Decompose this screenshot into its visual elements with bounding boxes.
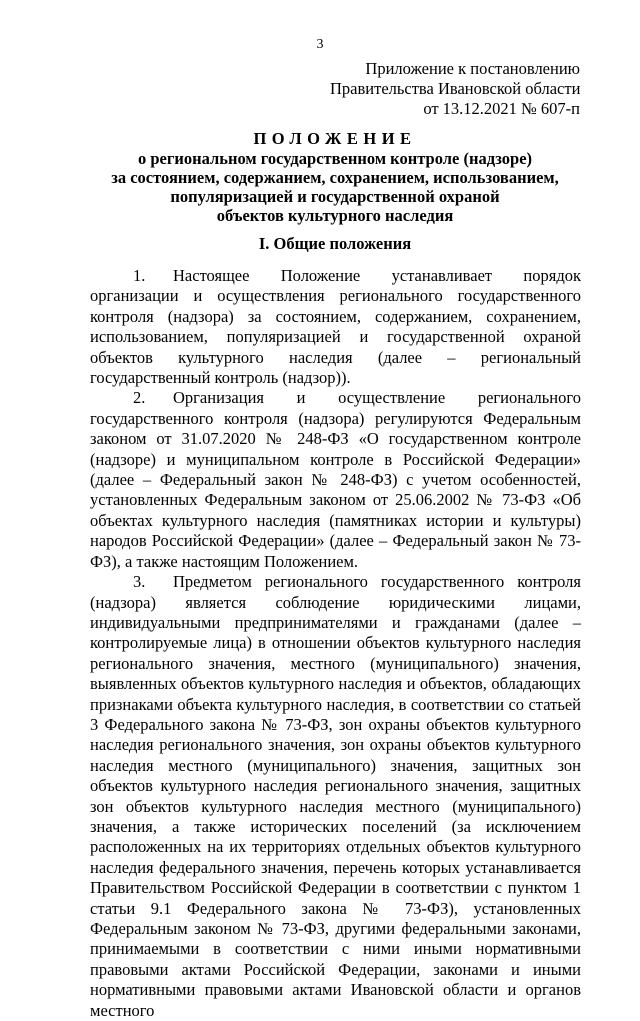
appendix-line: от 13.12.2021 № 607-п <box>423 99 580 118</box>
paragraph-text: Настоящее Положение устанавливает порядок организации и осуществления регионального государственного контроля (надзора) за состоянием, содержанием, сохранением, использованием, популяризацией и государственной охраной объектов культурного наследия (далее – региональный государственный контроль (надзор)). <box>90 266 581 388</box>
document-title: ПОЛОЖЕНИЕ <box>253 129 417 148</box>
paragraph-text: Организация и осуществление регионального государственного контроля (надзора) регулируются Федеральным законом от 31.07.2020 № 248-ФЗ «О государственном контроле (надзоре) и муниципальном контроле в Российской Федерации» (далее – Федеральный закон № 248-ФЗ) с учетом особенностей, установленных Федеральным законом от 25.06.2002 № 73-ФЗ «Об объектах культурного наследия (памятниках истории и культуры) народов Российской Федерации» (далее – Федеральный закон № 73-ФЗ), а также настоящим Положением. <box>90 388 581 571</box>
heading-line: объектов культурного наследия <box>216 206 454 225</box>
paragraph-text: Предметом регионального государственного контроля (надзора) является соблюдение юридическими лицами, индивидуальными предпринимателями и гражданами (далее – контролируемые лица) в отношении объектов культурного наследия регионального значения, местного (муниципального) значения, выявленных объектов культурного наследия и объектов, обладающих признаками объекта культурного наследия, в соответствии со статьей 3 Федерального закона № 73-ФЗ, зон охраны объектов культурного наследия регионального значения, зон охраны объектов культурного наследия местного (муниципального) значения, защитных зон объектов культурного наследия регионального значения, защитных зон объектов культурного наследия местного (муниципального) значения, а также исторических поселений (за исключением расположенных на их территориях отдельных объектов культурного наследия федерального значения, перечень которых устанавливается Правительством Российской Федерации в соответствии с пунктом 1 статьи 9.1 Федерального закона № 73-ФЗ), установленных Федеральным законом № 73-ФЗ, другими федеральными законами, принимаемыми в соответствии с ними иными нормативными правовыми актами Российской Федерации, законами и иными нормативными правовыми актами Ивановской области и органов местного <box>90 572 581 1020</box>
page-number: 3 <box>316 37 324 52</box>
appendix-line: Приложение к постановлению <box>365 59 580 78</box>
paragraph-number: 1. <box>133 266 146 285</box>
paragraph <box>90 266 581 388</box>
document-body <box>90 266 581 1021</box>
document-heading <box>90 129 580 225</box>
paragraph <box>90 572 581 1021</box>
paragraph <box>90 388 581 572</box>
heading-line: за состоянием, содержанием, сохранением, использованием, <box>111 168 559 187</box>
appendix-block <box>330 59 580 119</box>
heading-line: популяризацией и государственной охраной <box>170 187 500 206</box>
appendix-line: Правительства Ивановской области <box>330 79 581 98</box>
paragraph-number: 3. <box>133 572 146 592</box>
section-title: I. Общие положения <box>258 234 412 253</box>
paragraph-number: 2. <box>133 388 146 408</box>
heading-line: о региональном государственном контроле (надзоре) <box>137 149 533 168</box>
